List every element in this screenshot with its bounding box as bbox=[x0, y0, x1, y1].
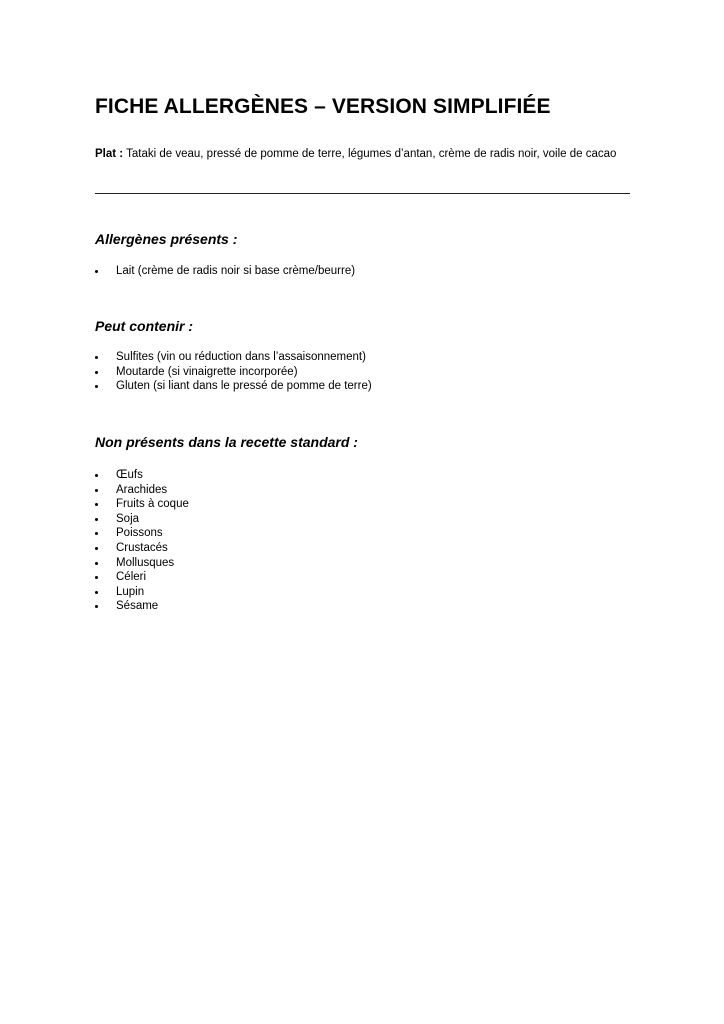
list-item: Céleri bbox=[95, 570, 189, 585]
dish-description bbox=[95, 147, 635, 162]
bullet-icon bbox=[95, 547, 98, 550]
bullet-icon bbox=[95, 532, 98, 535]
bullet-icon bbox=[95, 270, 98, 273]
section-heading-present: Allergènes présents : bbox=[95, 231, 238, 247]
bullet-icon bbox=[95, 518, 98, 521]
bullet-icon bbox=[95, 591, 98, 594]
bullet-icon bbox=[95, 503, 98, 506]
list-item: Crustacés bbox=[95, 541, 189, 556]
bullet-icon bbox=[95, 385, 98, 388]
list-item: Mollusques bbox=[95, 556, 189, 571]
bullet-icon bbox=[95, 562, 98, 565]
dish-label: Plat : bbox=[95, 148, 124, 160]
list-may-contain bbox=[95, 350, 372, 394]
list-item: Œufs bbox=[95, 468, 189, 483]
bullet-icon bbox=[95, 356, 98, 359]
list-item: Lupin bbox=[95, 585, 189, 600]
list-absent bbox=[95, 468, 189, 614]
list-present bbox=[95, 264, 355, 279]
document-title: FICHE ALLERGÈNES – VERSION SIMPLIFIÉE bbox=[95, 95, 551, 118]
list-item: Sésame bbox=[95, 599, 189, 614]
bullet-icon bbox=[95, 605, 98, 608]
bullet-icon bbox=[95, 371, 98, 374]
list-item: Moutarde (si vinaigrette incorporée) bbox=[95, 365, 372, 380]
list-item: Poissons bbox=[95, 526, 189, 541]
horizontal-divider bbox=[95, 193, 630, 194]
bullet-icon bbox=[95, 576, 98, 579]
bullet-icon bbox=[95, 489, 98, 492]
section-heading-absent: Non présents dans la recette standard : bbox=[95, 434, 358, 450]
list-item: Lait (crème de radis noir si base crème/beurre) bbox=[95, 264, 355, 279]
list-item: Gluten (si liant dans le pressé de pomme de terre) bbox=[95, 379, 372, 394]
list-item: Arachides bbox=[95, 483, 189, 498]
list-item: Sulfites (vin ou réduction dans l’assaisonnement) bbox=[95, 350, 372, 365]
bullet-icon bbox=[95, 474, 98, 477]
section-heading-may-contain: Peut contenir : bbox=[95, 318, 194, 334]
dish-text: Tataki de veau, pressé de pomme de terre, légumes d’antan, crème de radis noir, voile de cacao bbox=[126, 148, 617, 160]
list-item: Fruits à coque bbox=[95, 497, 189, 512]
list-item: Soja bbox=[95, 512, 189, 527]
